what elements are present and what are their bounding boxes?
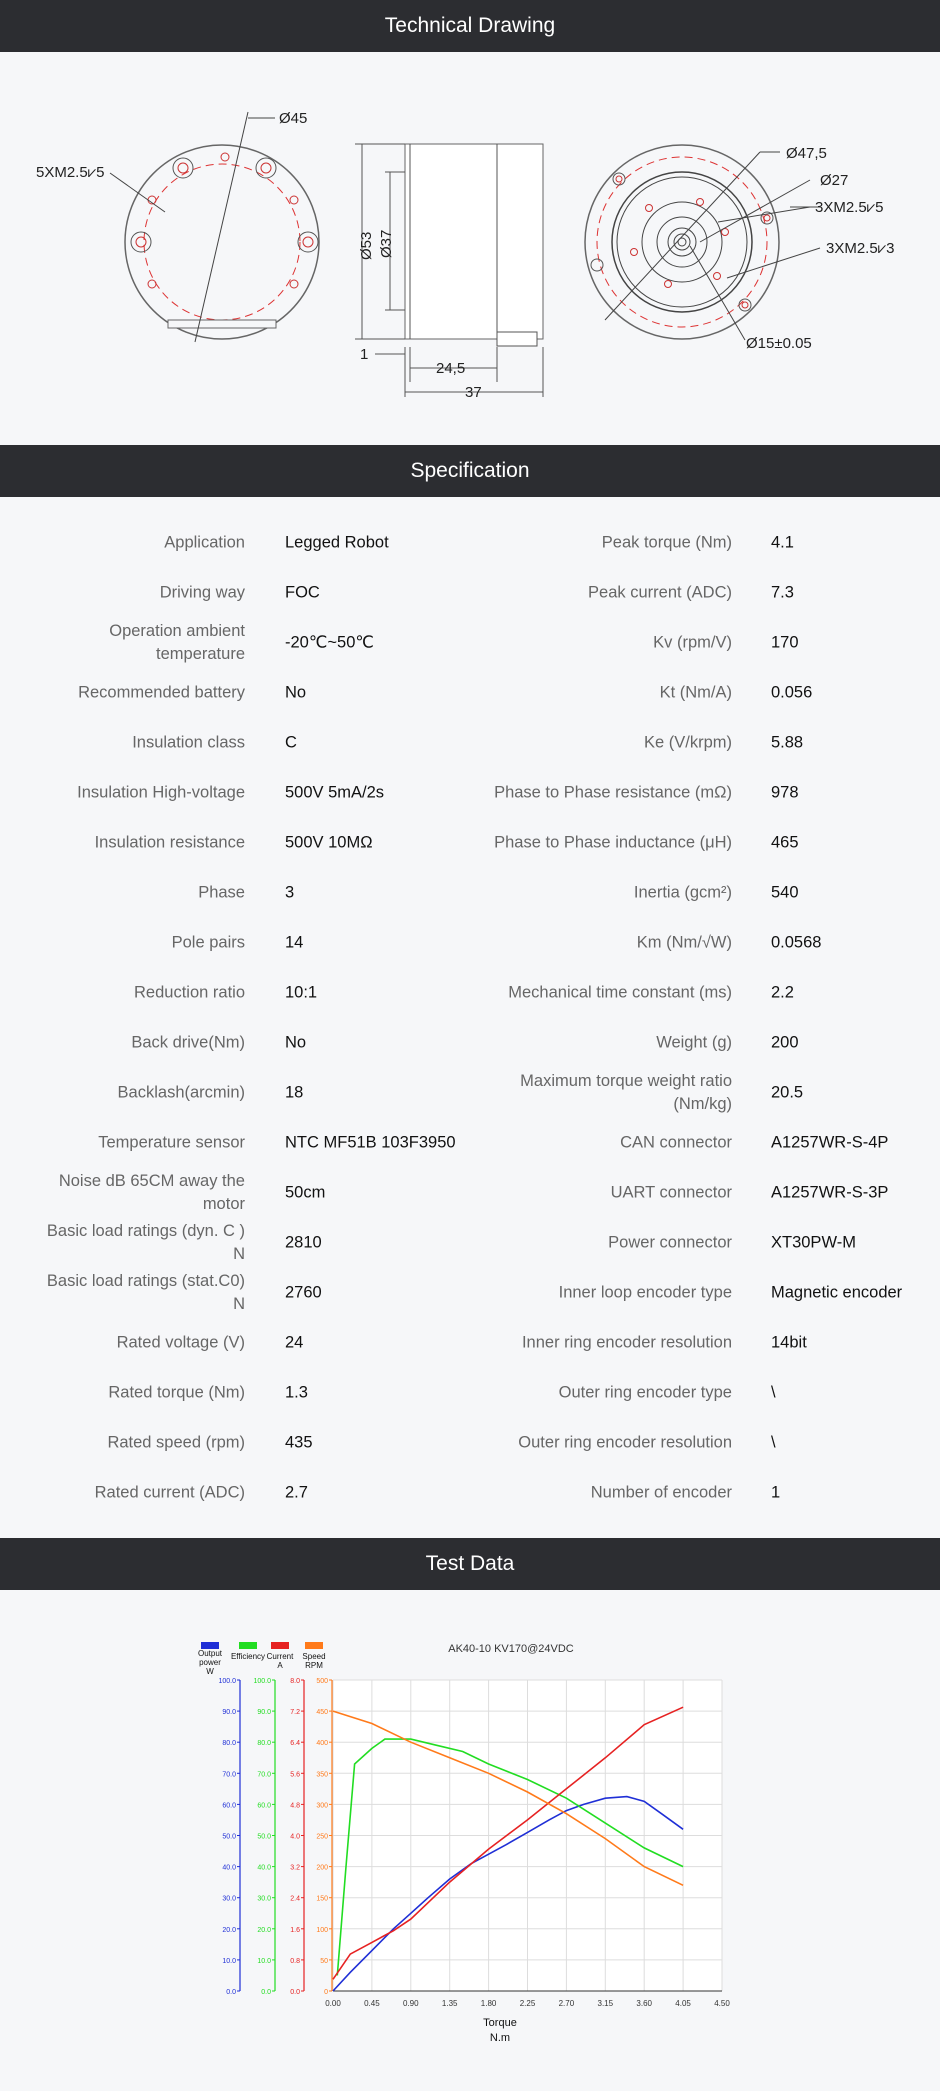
spec-row: [0, 1118, 940, 1168]
spec-row: [0, 918, 940, 968]
spec-row: [0, 618, 940, 668]
spec-left-label: Phase: [198, 883, 245, 902]
spec-right-value: A1257WR-S-3P: [771, 1183, 889, 1202]
y-tick-label: 90.0: [257, 1709, 271, 1717]
y-tick-label: 5.6: [290, 1771, 300, 1779]
spec-left-value: Legged Robot: [285, 533, 389, 552]
dim-d27: Ø27: [820, 172, 849, 189]
spec-right-value: Magnetic encoder: [771, 1283, 903, 1302]
spec-left-label: Basic load ratings (dyn. C ) N: [46, 1222, 245, 1263]
dim-d53: Ø53: [358, 231, 375, 260]
x-axis-label: Torque: [483, 2017, 517, 2029]
dim-d15: Ø15±0.05: [746, 335, 812, 352]
y-tick-label: 4.0: [290, 1833, 300, 1841]
y-tick-label: 100.0: [253, 1678, 271, 1685]
dim-24-5: 24,5: [436, 360, 466, 377]
spec-right-label: UART connector: [610, 1183, 732, 1202]
spec-right-value: \: [771, 1433, 776, 1452]
y-tick-label: 200: [316, 1864, 328, 1872]
spec-right-value: \: [771, 1383, 776, 1402]
y-tick-label: 1.6: [290, 1926, 300, 1934]
legend-label: Output: [197, 1649, 223, 1658]
y-tick-label: 70.0: [257, 1771, 271, 1779]
spec-left-label: Recommended battery: [78, 683, 245, 702]
y-tick-label: 10.0: [257, 1957, 271, 1965]
spec-right-value: 5.88: [771, 733, 804, 752]
spec-left-label: Temperature sensor: [98, 1133, 245, 1152]
y-tick-label: 0.8: [290, 1957, 300, 1965]
legend-unit: A: [277, 1661, 283, 1670]
spec-right-value: A1257WR-S-4P: [771, 1133, 889, 1152]
y-tick-label: 250: [316, 1833, 328, 1841]
spec-right-value: 200: [771, 1033, 799, 1052]
spec-left-value: 24: [285, 1333, 304, 1352]
spec-left-value: No: [285, 683, 307, 702]
spec-right-label: Ke (V/krpm): [643, 733, 732, 752]
dim-d45: Ø45: [279, 110, 308, 127]
y-tick-label: 70.0: [222, 1771, 236, 1779]
y-tick-label: 4.8: [290, 1802, 300, 1810]
spec-left-value: 2760: [285, 1283, 322, 1302]
y-tick-label: 0: [324, 1989, 328, 1996]
spec-right-label: Power connector: [608, 1233, 732, 1252]
specification-title: Specification: [410, 459, 530, 482]
spec-row: [0, 968, 940, 1018]
spec-left-label: Basic load ratings (stat.C0) N: [46, 1272, 245, 1313]
legend-unit: RPM: [305, 1661, 323, 1670]
spec-row: [0, 868, 940, 918]
back-view: [585, 145, 820, 340]
spec-left-value: 435: [285, 1433, 313, 1452]
y-tick-label: 10.0: [222, 1957, 236, 1965]
spec-left-value: 500V 10MΩ: [285, 833, 373, 852]
technical-drawing-header: [0, 0, 940, 52]
legend-swatch: [239, 1642, 257, 1649]
spec-right-label: Peak current (ADC): [588, 583, 732, 602]
y-tick-label: 20.0: [222, 1926, 236, 1934]
x-tick-label: 0.45: [364, 1999, 380, 2008]
spec-left-value: 10:1: [285, 983, 318, 1002]
spec-left-value: -20℃~50℃: [285, 633, 374, 652]
y-tick-label: 350: [316, 1771, 328, 1779]
y-tick-label: 8.0: [290, 1678, 300, 1685]
spec-left-value: 500V 5mA/2s: [285, 783, 385, 802]
spec-right-label: Weight (g): [656, 1033, 732, 1052]
x-tick-label: 1.80: [480, 1999, 497, 2008]
y-tick-label: 100: [316, 1926, 328, 1934]
spec-row: [0, 1368, 940, 1418]
spec-right-label: Inner loop encoder type: [558, 1283, 732, 1302]
y-tick-label: 7.2: [290, 1709, 300, 1717]
front-view: [110, 112, 319, 342]
spec-right-label: Peak torque (Nm): [601, 533, 732, 552]
spec-row: [0, 718, 940, 768]
spec-right-label: Kv (rpm/V): [653, 633, 732, 652]
spec-row: [0, 1218, 940, 1268]
specification-header: [0, 445, 940, 497]
spec-right-value: 0.056: [771, 683, 813, 702]
dim-3xm2-5-depth3: 3XM2.5⩗3: [826, 240, 895, 257]
spec-row: [0, 818, 940, 868]
y-tick-label: 50: [320, 1957, 328, 1965]
spec-right-label: CAN connector: [620, 1133, 732, 1152]
spec-left-value: 2810: [285, 1233, 322, 1252]
spec-row: [0, 1068, 940, 1118]
x-tick-label: 1.35: [441, 1999, 458, 2008]
spec-right-value: 4.1: [771, 533, 794, 552]
chart-title: AK40-10 KV170@24VDC: [448, 1643, 574, 1655]
legend-label: power: [199, 1658, 221, 1667]
y-tick-label: 60.0: [222, 1802, 236, 1810]
spec-left-label: Insulation class: [132, 733, 245, 752]
y-tick-label: 40.0: [257, 1864, 271, 1872]
spec-right-label: Maximum torque weight ratio (Nm/kg): [520, 1072, 732, 1113]
spec-right-label: Kt (Nm/A): [659, 683, 732, 702]
spec-right-label: Inertia (gcm²): [633, 883, 732, 902]
test-data-title: Test Data: [425, 1552, 515, 1575]
spec-left-label: Rated torque (Nm): [108, 1383, 245, 1402]
spec-left-label: Operation ambient temperature: [109, 622, 245, 663]
y-tick-label: 3.2: [290, 1864, 300, 1872]
spec-row: [0, 1018, 940, 1068]
spec-left-label: Backlash(arcmin): [117, 1083, 245, 1102]
spec-left-value: FOC: [285, 583, 320, 602]
performance-chart: [0, 1590, 940, 2086]
spec-right-label: Outer ring encoder resolution: [518, 1433, 732, 1452]
y-tick-label: 30.0: [222, 1895, 236, 1903]
spec-row: [0, 1268, 940, 1318]
spec-right-value: 14bit: [771, 1333, 807, 1352]
spec-row: [0, 1318, 940, 1368]
dim-3xm2-5-depth5: 3XM2.5⩗5: [815, 199, 884, 216]
spec-row: [0, 1168, 940, 1218]
spec-left-value: 14: [285, 933, 304, 952]
dim-d47-5: Ø47,5: [786, 145, 827, 162]
legend-label: Efficiency: [230, 1652, 266, 1661]
legend-label: Speed: [302, 1652, 326, 1661]
y-tick-label: 6.4: [290, 1740, 300, 1748]
dim-1: 1: [360, 346, 369, 363]
spec-left-label: Rated current (ADC): [94, 1483, 245, 1502]
specification-table: [0, 497, 940, 1538]
legend-unit: W: [206, 1667, 214, 1676]
spec-left-value: 2.7: [285, 1483, 308, 1502]
spec-row: [0, 518, 940, 568]
spec-right-value: 170: [771, 633, 799, 652]
spec-right-value: 7.3: [771, 583, 794, 602]
spec-left-label: Rated speed (rpm): [107, 1433, 245, 1452]
y-tick-label: 150: [316, 1895, 328, 1903]
spec-row: [0, 1468, 940, 1518]
spec-left-label: Driving way: [159, 583, 245, 602]
x-tick-label: 0.00: [325, 1999, 341, 2008]
spec-left-value: 1.3: [285, 1383, 308, 1402]
spec-right-value: 978: [771, 783, 799, 802]
spec-left-value: C: [285, 733, 297, 752]
spec-left-label: Rated voltage (V): [116, 1333, 245, 1352]
legend-swatch: [201, 1642, 219, 1649]
spec-right-value: 2.2: [771, 983, 794, 1002]
y-tick-label: 80.0: [257, 1740, 271, 1748]
spec-right-value: 465: [771, 833, 799, 852]
y-tick-label: 40.0: [222, 1864, 236, 1872]
spec-left-label: Noise dB 65CM away the motor: [58, 1172, 245, 1213]
spec-right-label: Mechanical time constant (ms): [508, 983, 732, 1002]
y-tick-label: 450: [316, 1709, 328, 1717]
x-tick-label: 3.15: [597, 1999, 614, 2008]
spec-left-label: Insulation resistance: [94, 833, 245, 852]
spec-right-value: 540: [771, 883, 799, 902]
legend-swatch: [271, 1642, 289, 1649]
spec-left-label: Back drive(Nm): [131, 1033, 245, 1052]
x-tick-label: 4.05: [675, 1999, 691, 2008]
y-tick-label: 0.0: [226, 1989, 236, 1996]
y-tick-label: 400: [316, 1740, 328, 1748]
spec-right-value: 20.5: [771, 1083, 804, 1102]
x-axis-unit: N.m: [489, 2032, 511, 2044]
dim-d37: Ø37: [378, 229, 395, 258]
spec-left-label: Application: [164, 533, 245, 552]
dim-37: 37: [465, 384, 482, 401]
y-tick-label: 30.0: [257, 1895, 271, 1903]
spec-right-label: Km (Nm/√W): [636, 933, 732, 952]
spec-left-value: No: [285, 1033, 307, 1052]
spec-row: [0, 668, 940, 718]
y-tick-label: 90.0: [222, 1709, 236, 1717]
technical-drawing-title: Technical Drawing: [384, 14, 556, 37]
spec-right-label: Phase to Phase inductance (μH): [494, 833, 732, 852]
dim-screws-5x: 5XM2.5⩗5: [36, 164, 105, 181]
y-tick-label: 50.0: [257, 1833, 271, 1841]
x-tick-label: 2.25: [519, 1999, 536, 2008]
spec-right-label: Number of encoder: [590, 1483, 732, 1502]
y-tick-label: 50.0: [222, 1833, 236, 1841]
spec-left-value: NTC MF51B 103F3950: [285, 1133, 456, 1152]
spec-right-label: Inner ring encoder resolution: [521, 1333, 732, 1352]
spec-left-value: 3: [285, 883, 295, 902]
spec-right-value: 0.0568: [771, 933, 822, 952]
spec-row: [0, 768, 940, 818]
spec-right-value: XT30PW-M: [771, 1233, 856, 1252]
test-data-section: [0, 1590, 940, 2086]
y-tick-label: 60.0: [257, 1802, 271, 1810]
x-tick-label: 3.60: [636, 1999, 652, 2008]
legend-swatch: [305, 1642, 323, 1649]
y-tick-label: 300: [316, 1802, 328, 1810]
spec-right-label: Phase to Phase resistance (mΩ): [494, 783, 732, 802]
y-tick-label: 0.0: [290, 1989, 300, 1996]
y-tick-label: 100.0: [218, 1678, 236, 1685]
spec-row: [0, 568, 940, 618]
y-tick-label: 20.0: [257, 1926, 271, 1934]
spec-left-value: 18: [285, 1083, 304, 1102]
x-tick-label: 2.70: [558, 1999, 575, 2008]
legend-label: Current: [266, 1652, 294, 1661]
y-tick-label: 500: [316, 1678, 328, 1685]
spec-left-label: Pole pairs: [171, 933, 245, 952]
spec-left-label: Insulation High-voltage: [77, 783, 245, 802]
technical-drawing: [0, 52, 940, 445]
x-tick-label: 4.50: [714, 1999, 730, 2008]
spec-left-value: 50cm: [285, 1183, 326, 1202]
spec-row: [0, 1418, 940, 1468]
technical-drawing-section: [0, 52, 940, 445]
x-tick-label: 0.90: [403, 1999, 419, 2008]
spec-right-label: Outer ring encoder type: [558, 1383, 732, 1402]
spec-left-label: Reduction ratio: [134, 983, 245, 1002]
test-data-header: [0, 1538, 940, 1590]
y-tick-label: 80.0: [222, 1740, 236, 1748]
spec-right-value: 1: [771, 1483, 781, 1502]
y-tick-label: 2.4: [290, 1895, 300, 1903]
y-tick-label: 0.0: [261, 1989, 271, 1996]
